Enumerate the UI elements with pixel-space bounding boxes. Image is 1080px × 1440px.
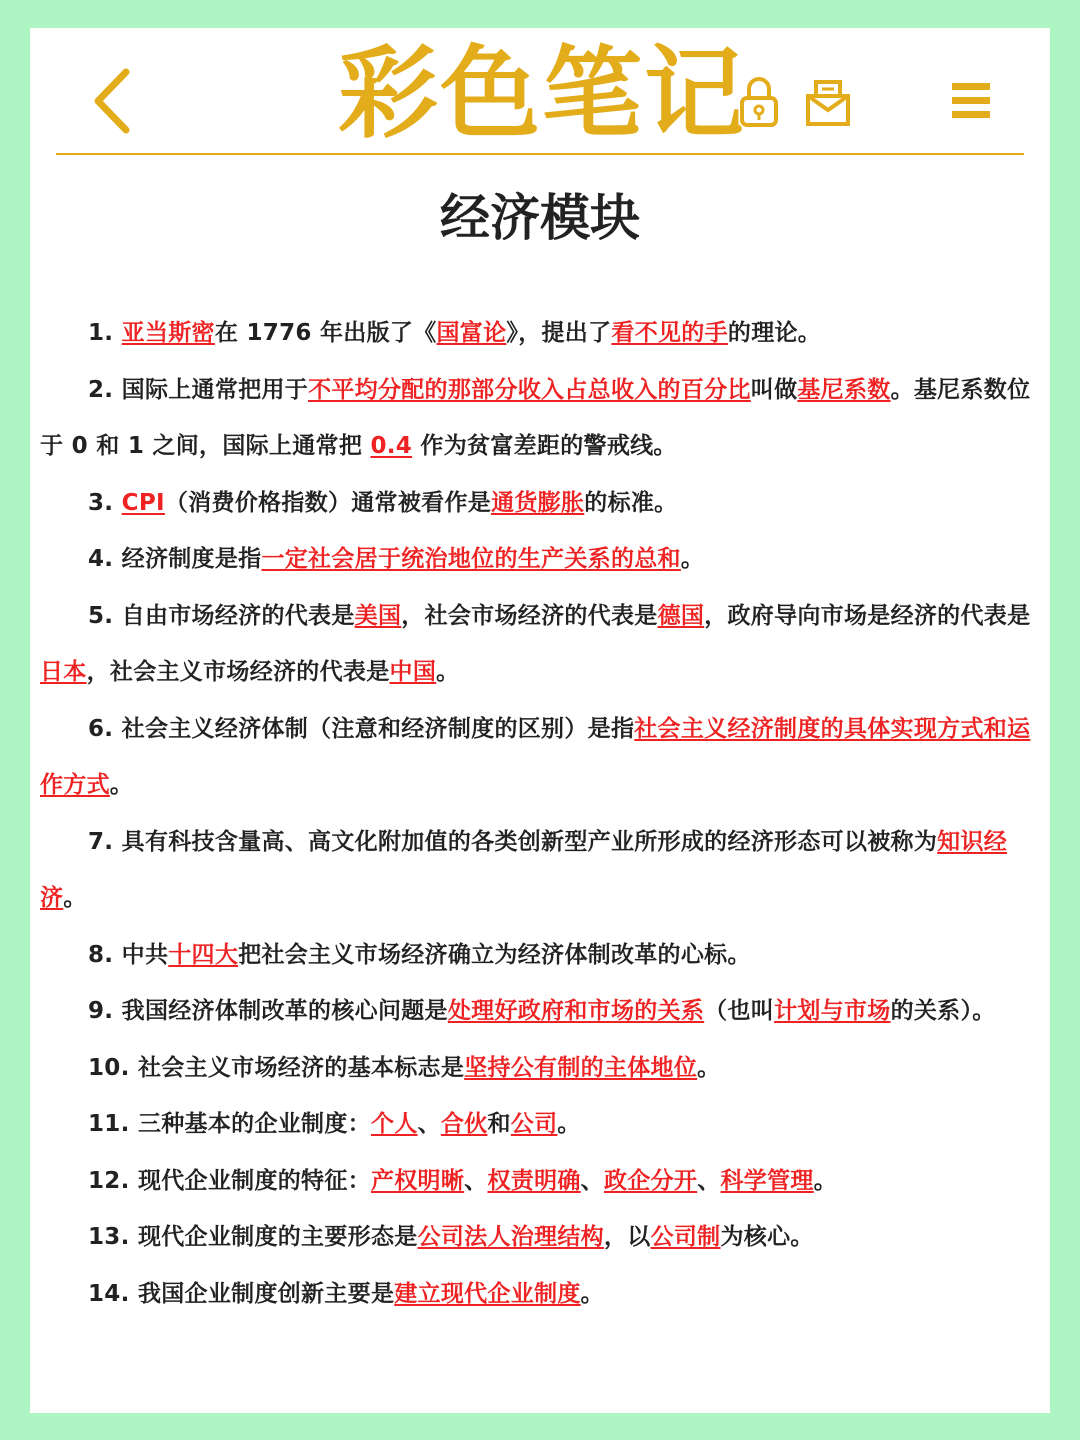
highlighted-answer: 中国 (389, 659, 437, 685)
app-header (30, 28, 1050, 158)
note-text: 。基尼系数位于 0 和 1 之间，国际上通常把 (40, 376, 1031, 459)
note-item (40, 927, 1045, 984)
note-text: 12. 现代企业制度的特征： (88, 1167, 371, 1194)
highlighted-answer: 德国 (657, 602, 705, 629)
highlighted-answer: 美国 (354, 602, 402, 629)
note-text: ，以 (603, 1224, 651, 1250)
highlighted-answer: 公司法人治理结构 (417, 1224, 604, 1250)
note-item (40, 1040, 1045, 1097)
note-text: 、 (464, 1167, 488, 1194)
note-text: 作为贫富差距的警戒线。 (412, 433, 677, 459)
note-item (40, 983, 1045, 1040)
note-item (40, 362, 1045, 475)
note-text: 4. 经济制度是指 (88, 546, 262, 572)
note-item (40, 1209, 1045, 1266)
note-item (40, 1153, 1045, 1210)
highlighted-answer: 0.4 (370, 433, 413, 459)
highlighted-answer: 看不见的手 (611, 320, 728, 346)
note-text: 10. 社会主义市场经济的基本标志是 (88, 1054, 465, 1081)
highlighted-answer: 产权明晰 (370, 1167, 465, 1194)
note-text: 的关系）。 (890, 998, 996, 1024)
note-text: 3. (88, 489, 122, 516)
note-text: 。 (109, 772, 134, 798)
app-title: 彩色笔记 (338, 35, 746, 152)
highlighted-answer: 国富论 (436, 320, 507, 346)
note-text: 。 (557, 1111, 581, 1137)
note-item (40, 1266, 1045, 1323)
note-text: 、 (580, 1167, 604, 1194)
highlighted-answer: CPI (121, 489, 165, 516)
back-button[interactable] (88, 66, 138, 136)
note-item (40, 531, 1045, 588)
highlighted-answer: 处理好政府和市场的关系 (447, 998, 705, 1024)
note-text: 叫做 (750, 376, 798, 403)
note-item (40, 475, 1045, 532)
highlighted-answer: 知识经济 (40, 828, 1008, 911)
highlighted-answer: 基尼系数 (797, 376, 891, 403)
note-text: ，政府导向市场是经济的代表是 (704, 602, 1031, 629)
note-item (40, 814, 1045, 927)
note-text: 。 (813, 1167, 838, 1194)
note-text: 13. 现代企业制度的主要形态是 (88, 1224, 418, 1250)
note-item (40, 305, 1045, 362)
note-text: 。 (436, 659, 460, 685)
header-divider (56, 153, 1024, 155)
mail-button[interactable] (804, 78, 852, 128)
mail-icon (804, 78, 852, 128)
highlighted-answer: 政企分开 (603, 1167, 698, 1194)
note-text: 和 (487, 1111, 511, 1137)
note-text: 1. (88, 320, 122, 346)
note-text: 8. 中共 (88, 941, 169, 968)
note-text: 在 1776 年出版了《 (214, 320, 437, 346)
note-text: 14. 我国企业制度创新主要是 (88, 1280, 395, 1307)
note-text: 。 (680, 546, 705, 572)
note-item (40, 588, 1045, 701)
note-list (40, 305, 1045, 1322)
note-item (40, 1096, 1045, 1153)
highlighted-answer: 公司制 (650, 1224, 721, 1250)
highlighted-answer: 日本 (40, 659, 87, 685)
note-text: 9. 我国经济体制改革的核心问题是 (88, 998, 448, 1024)
highlighted-answer: 建立现代企业制度 (394, 1280, 581, 1307)
menu-button[interactable] (950, 80, 992, 122)
lock-button[interactable] (738, 74, 780, 128)
highlighted-answer: 个人 (370, 1111, 418, 1137)
note-text: 把社会主义市场经济确立为经济体制改革的心标。 (238, 941, 751, 968)
highlighted-answer: 公司 (510, 1111, 558, 1137)
note-text: 6. 社会主义经济体制（注意和经济制度的区别）是指 (88, 715, 635, 742)
note-item (40, 701, 1045, 814)
highlighted-answer: 亚当斯密 (121, 320, 215, 346)
note-text: 为核心。 (720, 1224, 814, 1250)
note-text: （也叫 (704, 998, 775, 1024)
note-text: 2. 国际上通常把用于 (88, 376, 309, 403)
note-text: （消费价格指数）通常被看作是 (164, 489, 492, 516)
note-text: 》，提出了 (506, 320, 612, 346)
note-card (30, 28, 1050, 1413)
highlighted-answer: 计划与市场 (774, 998, 891, 1024)
highlighted-answer: 一定社会居于统治地位的生产关系的总和 (261, 546, 681, 572)
highlighted-answer: 合伙 (440, 1111, 488, 1137)
highlighted-answer: 十四大 (168, 941, 239, 968)
note-text: 11. 三种基本的企业制度： (88, 1111, 371, 1137)
highlighted-answer: 通货膨胀 (491, 489, 585, 516)
highlighted-answer: 不平均分配的那部分收入占总收入的百分比 (308, 376, 751, 403)
note-text: 。 (580, 1280, 604, 1307)
highlighted-answer: 科学管理 (720, 1167, 814, 1194)
note-text: ，社会市场经济的代表是 (401, 602, 658, 629)
chevron-left-icon (88, 66, 138, 136)
note-text: 。 (697, 1054, 721, 1081)
menu-icon (950, 80, 992, 122)
note-text: 5. 自由市场经济的代表是 (88, 602, 355, 629)
lock-icon (738, 74, 780, 128)
note-text: 7. 具有科技含量高、高文化附加值的各类创新型产业所形成的经济形态可以被称为 (88, 828, 938, 855)
highlighted-answer: 坚持公有制的主体地位 (464, 1054, 698, 1081)
note-text: 、 (417, 1111, 441, 1137)
note-text: ，社会主义市场经济的代表是 (86, 659, 390, 685)
note-text: 的标准。 (584, 489, 678, 516)
highlighted-answer: 社会主义经济制度的具体实现方式和运作方式 (40, 715, 1031, 798)
note-text: 、 (697, 1167, 721, 1194)
highlighted-answer: 权责明确 (487, 1167, 581, 1194)
page-title: 经济模块 (440, 188, 640, 247)
note-text: 。 (63, 885, 87, 911)
note-text: 的理论。 (727, 320, 822, 346)
